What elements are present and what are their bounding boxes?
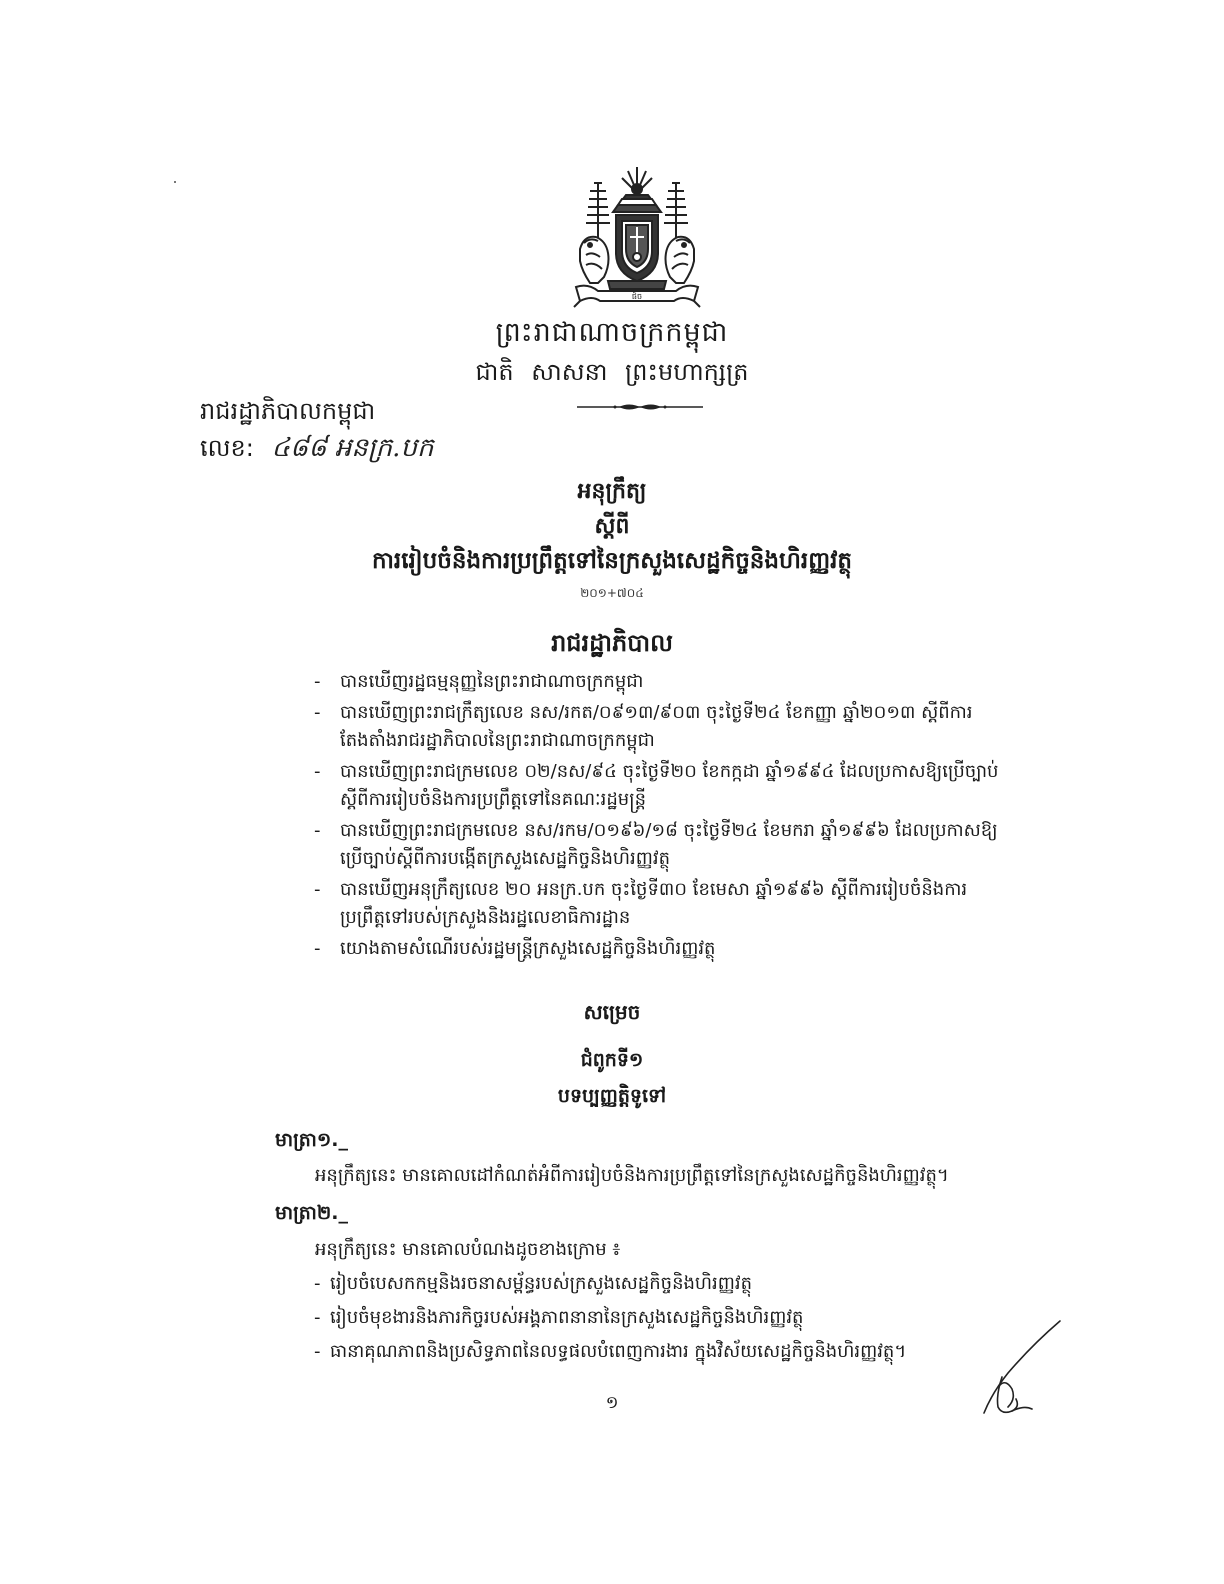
list-item: - បានឃើញអនុក្រឹត្យលេខ ២០ អនក្រ.បក ចុះថ្ងៃទី៣០ ខែមេសា ឆ្នាំ១៩៩៦ ស្តីពីការរៀបចំនិងការប្រព្រឹត្តទៅរបស់ក្រសួងនិងរដ្ឋលេខាធិការដ្ឋាន: [310, 876, 1010, 932]
considerations-list: [310, 668, 1010, 966]
subject-lead: ស្តីពី: [594, 514, 630, 539]
list-item: - បានឃើញព្រះរាជក្រឹត្យលេខ នស/រកត/០៩១៣/៩០៣ ចុះថ្ងៃទី២៤ ខែកញ្ញា ឆ្នាំ២០១៣ ស្តីពីការតែងតាំងរាជរដ្ឋាភិបាលនៃព្រះរាជាណាចក្រកម្ពុជា: [310, 699, 1010, 755]
list-item: - បានឃើញព្រះរាជក្រមលេខ ០២/នស/៩៤ ចុះថ្ងៃទី២០ ខែកក្កដា ឆ្នាំ១៩៩៤ ដែលប្រកាសឱ្យប្រើច្បាប់ស្តីពីការរៀបចំនិងការប្រព្រឹត្តទៅនៃគណៈរដ្ឋមន្ត្រី: [310, 758, 1010, 814]
chapter-title: បទប្បញ្ញត្តិទូទៅ: [557, 1085, 667, 1107]
list-item: - ធានាគុណភាពនិងប្រសិទ្ធភាពនៃលទ្ធផលបំពេញការងារ ក្នុងវិស័យសេដ្ឋកិច្ចនិងហិរញ្ញវត្ថុ។: [312, 1338, 1012, 1366]
list-item: - បានឃើញរដ្ឋធម្មនុញ្ញនៃព្រះរាជាណាចក្រកម្ពុជា: [310, 668, 1010, 696]
handwritten-signature-icon: [972, 1315, 1072, 1420]
article-2-intro: អនុក្រឹត្យនេះ មានគោលបំណងដូចខាងក្រោម ៖: [315, 1239, 621, 1260]
document-code: ២០១+៧០៤: [580, 586, 644, 600]
number-value: ៤៨៨ អនក្រ.បក: [271, 433, 434, 463]
number-label: លេខ:: [200, 434, 254, 462]
list-item: - រៀបចំបេសកកម្មនិងរចនាសម្ព័ន្ធរបស់ក្រសួងសេដ្ឋកិច្ចនិងហិរញ្ញវត្ថុ: [312, 1270, 1012, 1298]
decision-heading: សម្រេច: [583, 1000, 641, 1024]
document-type: អនុក្រឹត្យ: [577, 479, 647, 504]
national-motto: ជាតិ សាសនា ព្រះមហាក្សត្រ: [475, 358, 749, 386]
list-item: - បានឃើញព្រះរាជក្រមលេខ នស/រកម/០១៩៦/១៨ ចុះថ្ងៃទី២៤ ខែមករា ឆ្នាំ១៩៩៦ ដែលប្រកាសឱ្យប្រើច្បាប់ស្តីពីការបង្កើតក្រសួងសេដ្ឋកិច្ចនិងហិរញ្ញវត្ថុ: [310, 817, 1010, 873]
article-1-heading: មាត្រា១._: [275, 1129, 348, 1151]
article-1-text: អនុក្រឹត្យនេះ មានគោលដៅកំណត់អំពីការរៀបចំនិងការប្រព្រឹត្តទៅនៃក្រសួងសេដ្ឋកិច្ចនិងហិរញ្ញវត្ថុ។: [315, 1165, 949, 1186]
article-2-heading: មាត្រា២._: [275, 1202, 348, 1224]
ornamental-divider: [577, 402, 703, 412]
chapter-number: ជំពូកទី១: [580, 1049, 644, 1071]
royal-coat-of-arms-icon: [568, 165, 706, 310]
page-number: ១: [605, 1393, 619, 1413]
list-item: - រៀបចំមុខងារនិងភារកិច្ចរបស់អង្គភាពនានានៃក្រសួងសេដ្ឋកិច្ចនិងហិរញ្ញវត្ថុ: [312, 1304, 1012, 1332]
list-item: - យោងតាមសំណើរបស់រដ្ឋមន្ត្រីក្រសួងសេដ្ឋកិច្ចនិងហិរញ្ញវត្ថុ: [310, 935, 1010, 963]
kingdom-title: ព្រះរាជាណាចក្រកម្ពុជា: [495, 317, 729, 348]
article-2-objectives: [312, 1270, 1012, 1372]
government-name: រាជរដ្ឋាភិបាលកម្ពុជា: [200, 397, 376, 425]
document-title: ការរៀបចំនិងការប្រព្រឹត្តទៅនៃក្រសួងសេដ្ឋកិច្ចនិងហិរញ្ញវត្ថុ: [372, 548, 852, 574]
scan-speck: [174, 181, 176, 183]
emblem-ribbon-text: ផ៍ច: [631, 292, 643, 301]
document-number: [200, 431, 433, 469]
issuer-heading: រាជរដ្ឋាភិបាល: [551, 629, 673, 657]
